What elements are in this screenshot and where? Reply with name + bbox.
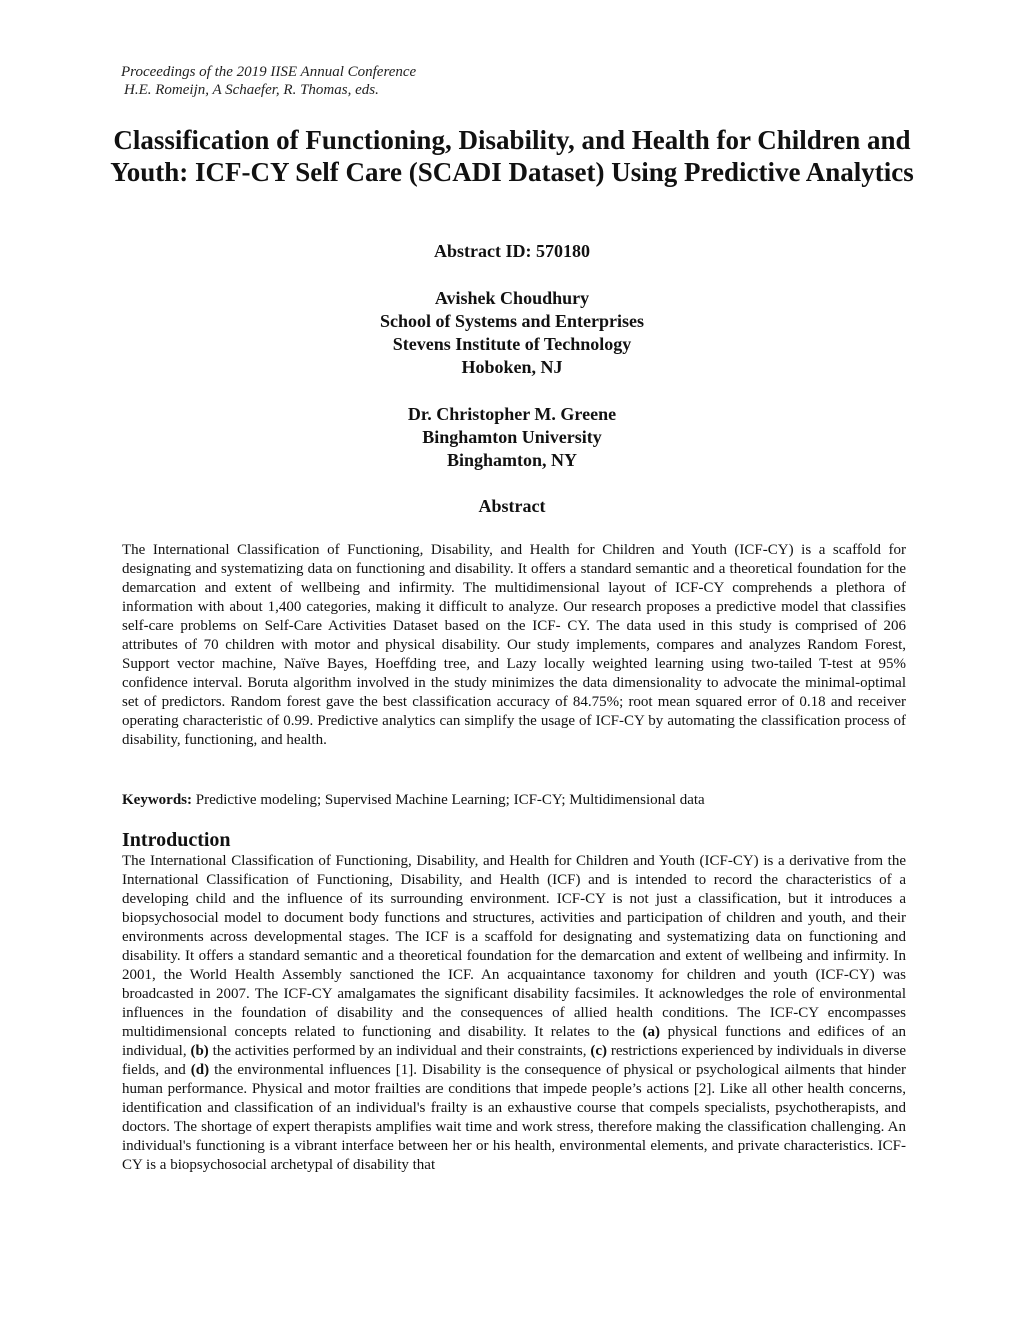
introduction-text	[122, 852, 906, 1175]
author-block-2	[0, 403, 1024, 472]
author-name: Avishek Choudhury	[434, 288, 590, 308]
intro-segment: restrictions experienced by individuals in diverse fields, and	[122, 1043, 907, 1078]
abstract-heading: Abstract	[478, 496, 546, 516]
abstract-text: The International Classification of Functioning, Disability, and Health for Children and Youth (ICF-CY) is a scaffold for designating and systematizing data on functioning and disability. It offers a standard semantic and a theoretical foundation for the demarcation and extent of wellbeing and infirmity. The multidimensional layout of ICF-CY comprehends a plethora of information with about 1,400 categories, making it difficult to analyze. Our research proposes a predictive model that classifies self-care problems on Self-Care Activities Dataset based on the ICF- CY. The data used in this study is comprised of 206 attributes of 70 children with motor and physical disability. Our study implements, compares and analyzes Random Forest, Support vector machine, Naïve Bayes, Hoeffding tree, and Lazy locally weighted learning using two-tailed T-test at 95% confidence interval. Boruta algorithm involved in the study minimizes the data dimensionality to advocate the minimal-optimal set of predictors. Random forest gave the best classification accuracy of 84.75%; root mean squared error of 0.18 and receiver operating characteristic of 0.99. Predictive analytics can simplify the usage of ICF-CY by automating the classification process of disability, functioning, and health.	[122, 542, 906, 748]
intro-segment: physical functions and edifices of an individual,	[122, 1024, 906, 1059]
author-institution: Stevens Institute of Technology	[392, 334, 632, 354]
author-location: Hoboken, NJ	[461, 357, 563, 377]
author-name: Dr. Christopher M. Greene	[407, 404, 617, 424]
proceedings-header	[121, 63, 416, 99]
author-institution: Binghamton University	[422, 427, 602, 447]
keywords	[122, 791, 906, 810]
intro-segment: the environmental influences [1]. Disability is the consequence of physical or psychological ailments that hinder human performance. Physical and motor frailties are conditions that impede people’s actions [2]. Like all other health concerns, identification and classification of an individual's frailty is an exhaustive course that compels specialists, psychotherapists, and doctors. The shortage of expert therapists amplifies wait time and work stress, therefore making the classification challenging. An individual's functioning is a vibrant interface between her or his health, environmental elements, and private characteristics. ICF-CY is a biopsychosocial archetypal of disability that	[122, 1062, 906, 1173]
proceedings-editors: H.E. Romeijn, A Schaefer, R. Thomas, eds.	[124, 82, 379, 98]
paper-title: Classification of Functioning, Disability, and Health for Children and Youth: ICF-CY Self Care (SCADI Dataset) Using Predictive Analytics	[110, 125, 914, 187]
abstract-id: Abstract ID: 570180	[434, 241, 590, 261]
proceedings-title: Proceedings of the 2019 IISE Annual Conference	[121, 64, 417, 80]
author-block-1	[0, 287, 1024, 379]
author-department: School of Systems and Enterprises	[379, 311, 644, 331]
author-location: Binghamton, NY	[446, 450, 578, 470]
keywords-text: Predictive modeling; Supervised Machine Learning; ICF-CY; Multidimensional data	[192, 792, 705, 808]
introduction-heading: Introduction	[122, 829, 231, 851]
intro-segment: the activities performed by an individual and their constraints,	[208, 1043, 591, 1059]
list-marker-d: (d)	[190, 1062, 210, 1078]
list-marker-a: (a)	[642, 1024, 661, 1040]
list-marker-b: (b)	[190, 1043, 209, 1059]
keywords-label: Keywords:	[122, 792, 192, 808]
list-marker-c: (c)	[590, 1043, 608, 1059]
intro-segment: The International Classification of Functioning, Disability, and Health for Children and Youth (ICF-CY) is a derivative from the International Classification of Functioning, Disability, and Health (ICF) and is intended to record the characteristics of a developing child and the influence of its surrounding environment. ICF-CY is not just a classification, but it introduces a biopsychosocial model to document body functions and structures, activities and participation of children and youth, and their environments across developmental stages. The ICF is a scaffold for designating and systematizing data on functioning and disability. It offers a standard semantic and a theoretical foundation for the demarcation and extent of wellbeing and infirmity. In 2001, the World Health Assembly sanctioned the ICF. An acquaintance taxonomy for children and youth (ICF-CY) was broadcasted in 2007. The ICF-CY amalgamates the significant disability facsimiles. It acknowledges the role of environmental influences in the foundation of disability and the consequences of allied health conditions. The ICF-CY encompasses multidimensional concepts related to functioning and disability. It relates to the	[122, 853, 906, 1040]
